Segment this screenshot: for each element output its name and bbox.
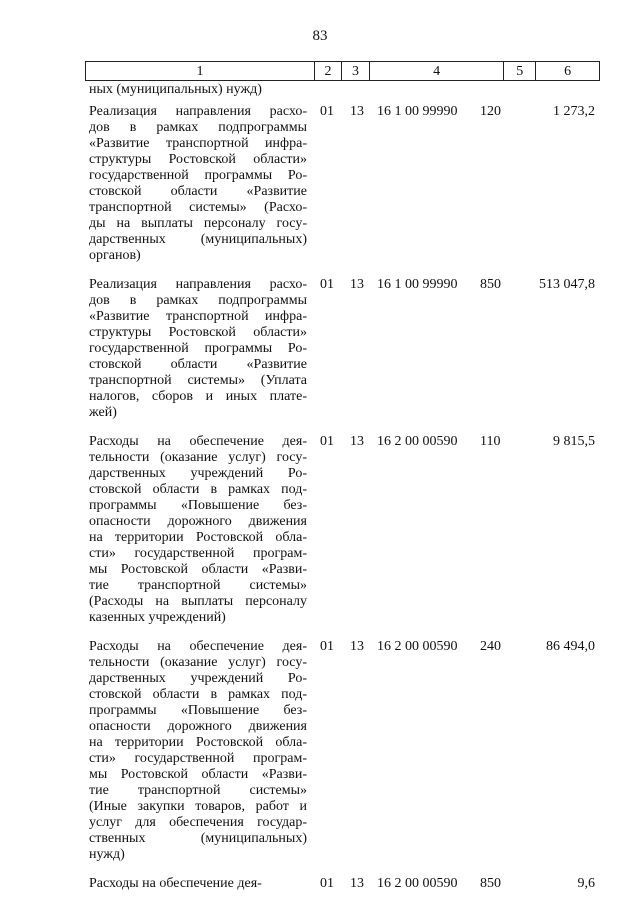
description-line: тие транспортной системы» (89, 783, 307, 798)
header-col-3: 3 (342, 62, 370, 80)
description-line: транспортной системы» (Уплата (89, 373, 307, 388)
description-line: стовской области «Развитие (89, 184, 307, 199)
description-line: казенных учреждений) (89, 610, 226, 625)
description-line: опасности дорожного движения (89, 719, 307, 734)
description-line: структуры Ростовской области» (89, 325, 307, 340)
description-line: жей) (89, 405, 117, 420)
section-code: 01 (320, 104, 334, 119)
header-col-4: 4 (370, 62, 504, 80)
table-header (85, 61, 600, 81)
section-code: 01 (320, 876, 334, 891)
description-line: мы Ростовской области «Разви- (89, 562, 307, 577)
row-description (89, 104, 307, 264)
row-description (89, 639, 307, 863)
description-line: Расходы на обеспечение дея- (89, 876, 262, 891)
page-number: 83 (312, 28, 328, 44)
carryover-text: ных (муниципальных) нужд) (89, 82, 262, 97)
description-line: программы «Повышение без- (89, 498, 307, 513)
description-line: Реализация направления расхо- (89, 277, 307, 292)
description-line: дарственных учреждений Ро- (89, 671, 307, 686)
header-col-2: 2 (315, 62, 342, 80)
description-line: Расходы на обеспечение дея- (89, 434, 307, 449)
section-code: 01 (320, 434, 334, 449)
description-line: сти» государственной програм- (89, 751, 307, 766)
target-article-code: 16 2 00 00590 (377, 639, 458, 654)
description-line: дов в рамках подпрограммы (89, 120, 307, 135)
description-line: стовской области в рамках под- (89, 482, 307, 497)
subsection-code: 13 (350, 104, 364, 119)
amount: 1 273,2 (553, 104, 595, 119)
description-line: структуры Ростовской области» (89, 152, 307, 167)
table-body (0, 104, 640, 905)
description-line: Расходы на обеспечение дея- (89, 639, 307, 654)
target-article-code: 16 1 00 99990 (377, 104, 458, 119)
description-line: тельности (оказание услуг) госу- (89, 450, 307, 465)
description-line: транспортной системы» (Расхо- (89, 200, 307, 215)
description-line: органов) (89, 248, 141, 263)
expense-type-code: 110 (480, 434, 501, 449)
description-line: ственных (муниципальных) (89, 831, 307, 846)
row-description (89, 434, 307, 626)
amount: 86 494,0 (546, 639, 595, 654)
section-code: 01 (320, 639, 334, 654)
header-col-1: 1 (86, 62, 315, 80)
section-code: 01 (320, 277, 334, 292)
table-row (0, 104, 640, 264)
target-article-code: 16 2 00 00590 (377, 876, 458, 891)
table-row (0, 639, 640, 863)
description-line: ды на выплаты персоналу госу- (89, 216, 307, 231)
target-article-code: 16 2 00 00590 (377, 434, 458, 449)
row-description (89, 876, 307, 892)
subsection-code: 13 (350, 434, 364, 449)
subsection-code: 13 (350, 639, 364, 654)
description-line: стовской области «Развитие (89, 357, 307, 372)
description-line: дарственных (муниципальных) (89, 232, 307, 247)
description-line: на территории Ростовской обла- (89, 530, 307, 545)
expense-type-code: 240 (480, 639, 501, 654)
description-line: программы «Повышение без- (89, 703, 307, 718)
description-line: (Иные закупки товаров, работ и (89, 799, 307, 814)
description-line: тельности (оказание услуг) госу- (89, 655, 307, 670)
description-line: услуг для обеспечения государ- (89, 815, 307, 830)
description-line: дов в рамках подпрограммы (89, 293, 307, 308)
expense-type-code: 850 (480, 876, 501, 891)
description-line: государственной программы Ро- (89, 341, 307, 356)
header-col-6: 6 (564, 64, 572, 79)
header-col-5: 5 (504, 62, 536, 80)
table-row (0, 876, 640, 892)
row-description (89, 277, 307, 421)
description-line: государственной программы Ро- (89, 168, 307, 183)
description-line: налогов, сборов и иных плате- (89, 389, 307, 404)
description-line: мы Ростовской области «Разви- (89, 767, 307, 782)
description-line: дарственных учреждений Ро- (89, 466, 307, 481)
description-line: (Расходы на выплаты персоналу (89, 594, 307, 609)
description-line: Реализация направления расхо- (89, 104, 307, 119)
description-line: опасности дорожного движения (89, 514, 307, 529)
table-row (0, 277, 640, 421)
target-article-code: 16 1 00 99990 (377, 277, 458, 292)
amount: 513 047,8 (539, 277, 595, 292)
description-line: стовской области в рамках под- (89, 687, 307, 702)
subsection-code: 13 (350, 876, 364, 891)
expense-type-code: 850 (480, 277, 501, 292)
expense-type-code: 120 (480, 104, 501, 119)
description-line: тие транспортной системы» (89, 578, 307, 593)
description-line: «Развитие транспортной инфра- (89, 309, 307, 324)
description-line: «Развитие транспортной инфра- (89, 136, 307, 151)
amount: 9 815,5 (553, 434, 595, 449)
amount: 9,6 (577, 876, 595, 891)
description-line: сти» государственной програм- (89, 546, 307, 561)
subsection-code: 13 (350, 277, 364, 292)
table-row (0, 434, 640, 626)
description-line: на территории Ростовской обла- (89, 735, 307, 750)
description-line: нужд) (89, 847, 125, 862)
